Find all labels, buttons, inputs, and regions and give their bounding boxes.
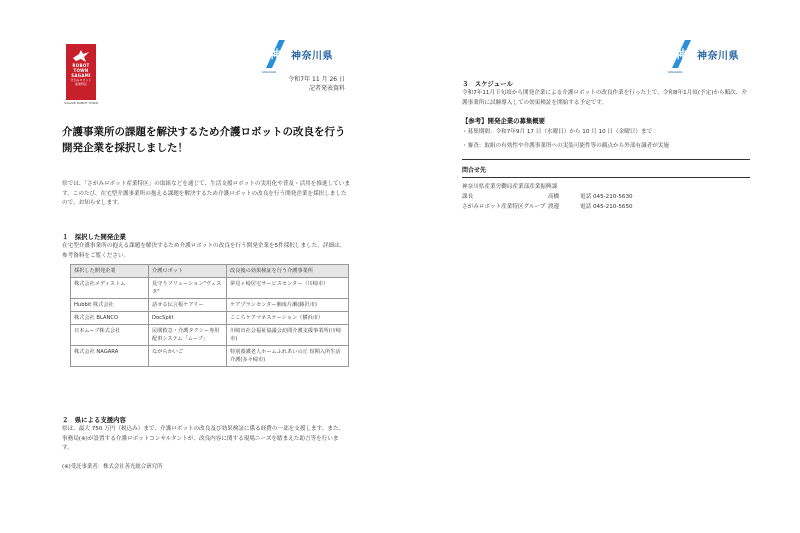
contact-organization: 神奈川県産業労働局産業部産業振興課 [462,184,558,190]
prefecture-name: 神奈川県 [697,50,739,62]
prefecture-mark-sub: KANAGAWA [262,71,277,74]
prefecture-name: 神奈川県 [291,50,333,62]
contact-name: 渡邊 [548,204,560,210]
table-row [71,346,349,367]
table-row [71,325,349,346]
table-header: 採択した開発企業 [71,265,149,278]
kanagawa-logo [262,38,333,74]
table-cell: 特別養護老人ホームふれあいの丘 短期入所生活介護(多々崎市) [227,346,349,367]
contact-phone: 電話 045-210-5630 [580,194,633,200]
selected-companies-table [70,264,349,367]
logo-text-robot: ROBOT [72,63,90,68]
svg-text:神: 神 [675,48,687,61]
table-header: 改良後の効果検証を行う介護事業所 [227,265,349,278]
contact-divider-top [462,159,750,160]
logo-caption: SAGAMI ROBOT TOWN [64,101,98,105]
table-cell: ケアプランセンター湘南片瀬(藤沢市) [227,299,349,312]
table-header-row [71,265,349,278]
logo-text-jp1: さがみロボット [70,78,92,82]
table-cell: ながらかいご [149,346,227,367]
contact-heading: 問合せ先 [462,167,487,174]
table-cell: DocSplit [149,312,227,325]
table-cell: 株式会社メディストム [71,278,149,299]
document-title: 介護事業所の課題を解決するため介護ロボットの改良を行う開発企業を採択しました！ [62,126,346,154]
reference-heading: 【参考】開発企業の募集概要 [462,117,546,125]
release-date: 令和7年 11 月 26 日 [288,76,345,83]
document-page-2 [400,0,800,533]
table-header: 介護ロボット [149,265,227,278]
section2-paragraph: 県は、最大 750 万円（税込み）まで、介護ロボットの改良及び効果検証に係る経費の一部を支援します。また、事務局(※)が設置する介護ロボットコンサルタントが、改良内容に関する現場ニーズを踏まえた助言等を行います。 [62,426,345,451]
contact-name: 高橋 [548,194,560,200]
table-cell: 民間救急・介護タクシー専用配車システム「ムーブ」 [149,325,227,346]
table-row [71,299,349,312]
svg-text:神: 神 [269,48,281,61]
contact-row [462,202,633,210]
contact-role: さがみロボット産業特区グループ [462,204,546,210]
contractor-footnote: (※)受託事業者：株式会社善光総合研究所 [62,464,163,470]
robot-town-logo [66,44,96,100]
contact-phone: 電話 045-210-5650 [580,204,633,210]
table-row [71,312,349,325]
table-cell: 見守りソリューション"ヴェスタ" [149,278,227,299]
contact-role: 課長 [462,194,474,200]
kanagawa-mark-icon [262,38,288,70]
intro-paragraph: 県では、「さがみロボット産業特区」の取組などを通じて、生活支援ロボットの実用化や普及・活用を推進しています。このたび、在宅型介護事業所の抱える課題を解決するため介護ロボットの改良を行う開発企業を採択しましたので、お知らせします。 [62,181,350,206]
table-cell: こころケアマネステーション（横浜市） [227,312,349,325]
table-cell: 日本ムーブ株式会社 [71,325,149,346]
section2-heading: ２ 県による支援内容 [62,416,126,424]
robot-bird-icon [72,49,90,63]
table-cell: 株式会社 NAGARA [71,346,149,367]
logo-text-jp2: 産業特区 [74,82,87,86]
kanagawa-logo [668,38,739,74]
section3-heading: ３ スケジュール [462,80,513,88]
logo-text-sagami: SAGAMI [71,73,91,78]
table-cell: 株式会社 BLANCO [71,312,149,325]
kanagawa-mark-icon [668,38,694,70]
reference-item: ・募集期間：令和7年9月 17 日（水曜日）から 10 月 10 日（金曜日）まで [462,129,653,135]
table-cell: 話せる伝言板ケアリー [149,299,227,312]
document-type: 記者発表資料 [308,85,345,92]
table-cell: 夢見ヶ崎居宅サービスセンター（川崎市） [227,278,349,299]
prefecture-mark-sub: KANAGAWA [668,71,683,74]
table-cell: 川崎市社会福祉協議会訪問介護支援事業所(川崎市) [227,325,349,346]
logo-text-town: TOWN [73,68,89,73]
section1-paragraph: 在宅型介護事業所の抱える課題を解決するため介護ロボットの改良を行う開発企業を5件採択しました。詳細は、参考資料をご覧ください。 [62,243,346,259]
table-row [71,278,349,299]
reference-item: ・審査：取組の有効性や介護事業所への実装可能性等の観点から外部有識者が実施 [462,143,669,149]
contact-divider-bottom [462,177,750,178]
section1-heading: １ 採択した開発企業 [62,233,126,241]
table-cell: Hubbit 株式会社 [71,299,149,312]
contact-row [462,192,633,200]
date-block [288,75,345,93]
section3-paragraph: 令和7年11月下旬頃から開発企業による介護ロボットの改良作業を行った上で、令和8年1月頃(予定)から順次、介護事業所に試験導入しての効果検証を開始する予定です。 [462,90,747,106]
